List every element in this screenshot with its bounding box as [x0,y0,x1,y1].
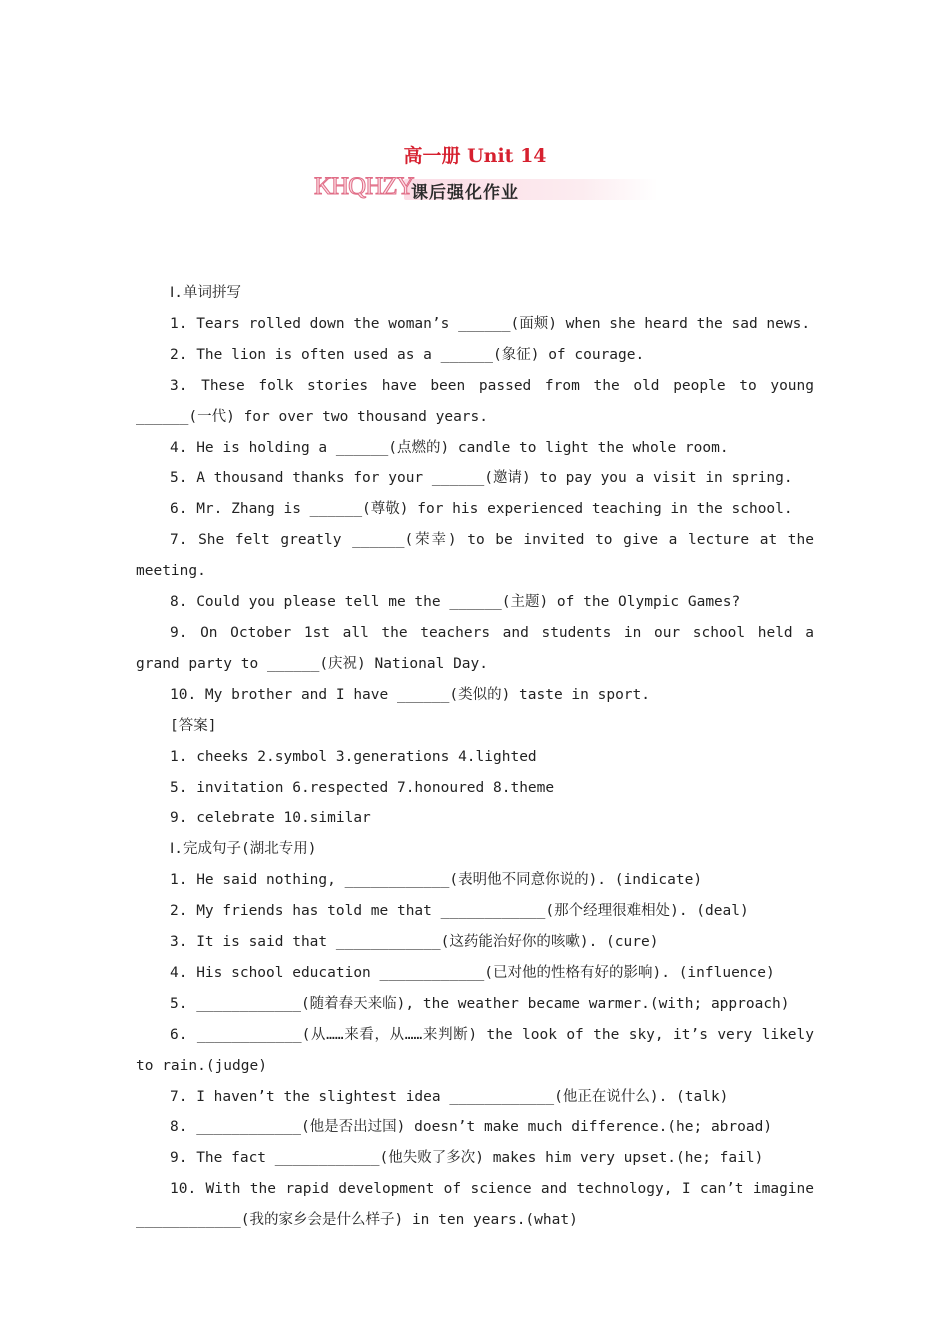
vocab-question-3: 3. These folk stories have been passed from the old people to young ______(一代) for over two thousand years. [136,377,814,425]
answers-line-1: 1. cheeks 2.symbol 3.generations 4.lighted [170,748,537,765]
sentence-question-8: 8. ____________(他是否出过国) doesn’t make much difference.(he; abroad) [170,1119,773,1136]
vocab-question-2: 2. The lion is often used as a ______(象征) of courage. [170,346,645,363]
section-heading-sentences: Ⅰ.完成句子(湖北专用) [170,841,317,858]
vocab-question-5: 5. A thousand thanks for your ______(邀请) to pay you a visit in spring. [170,470,793,487]
sentence-question-4: 4. His school education ____________(已对他的性格有好的影响). (influence) [170,964,775,981]
exercise-content [136,278,814,1236]
khqhzy-logo: KHQHZY [314,173,414,200]
page-title: 高一册 Unit 14 [403,145,547,167]
vocab-question-4: 4. He is holding a ______(点燃的) candle to light the whole room. [170,439,729,456]
vocab-question-10: 10. My brother and I have ______(类似的) taste in sport. [170,686,650,703]
banner-label: 课后强化作业 [411,183,519,203]
vocab-question-9: 9. On October 1st all the teachers and students in our school held a grand party to ______(庆祝) National Day. [136,624,814,672]
vocab-question-1: 1. Tears rolled down the woman’s ______(面颊) when she heard the sad news. [170,315,811,332]
sentence-question-6: 6. ____________(从……来看，从……来判断) the look of the sky, it’s very likely to rain.(judge) [136,1026,814,1074]
sentence-question-10: 10. With the rapid development of science and technology, I can’t imagine ____________(我的家乡会是什么样子) in ten years.(what) [136,1181,814,1229]
answers-line-2: 5. invitation 6.respected 7.honoured 8.theme [170,779,555,796]
sentence-question-1: 1. He said nothing, ____________(表明他不同意你说的). (indicate) [170,872,703,889]
homework-banner [312,170,686,210]
sentence-question-5: 5. ____________(随着春天来临), the weather became warmer.(with; approach) [170,995,790,1012]
answers-line-3: 9. celebrate 10.similar [170,810,371,827]
sentence-question-9: 9. The fact ____________(他失败了多次) makes him very upset.(he; fail) [170,1150,764,1167]
sentence-question-7: 7. I haven’t the slightest idea ____________(他正在说什么). (talk) [170,1088,729,1105]
sentence-question-2: 2. My friends has told me that ____________(那个经理很难相处). (deal) [170,903,749,920]
sentence-question-3: 3. It is said that ____________(这药能治好你的咳嗽). (cure) [170,934,659,951]
vocab-question-7: 7. She felt greatly ______(荣幸) to be invited to give a lecture at the meeting. [136,532,814,580]
section-heading-vocabulary: Ⅰ.单词拼写 [170,285,242,301]
vocab-question-6: 6. Mr. Zhang is ______(尊敬) for his experienced teaching in the school. [170,501,793,518]
vocab-question-8: 8. Could you please tell me the ______(主题) of the Olympic Games? [170,594,741,611]
answers-label: [答案] [170,717,217,734]
